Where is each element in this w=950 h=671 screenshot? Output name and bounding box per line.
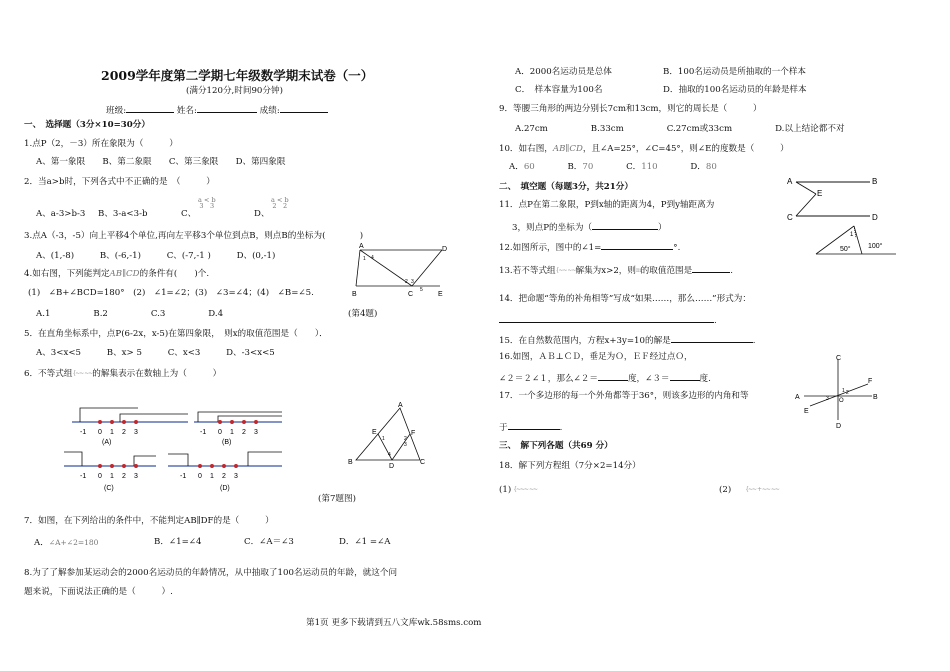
name-blank (197, 103, 257, 113)
q9-stem: 9．等腰三角形的两边分别长7cm和13cm，则它的周长是（ ） (499, 104, 762, 114)
q17-answer-blank (508, 420, 560, 430)
q8-line2: 题来说，下面说法正确的是（ ）. (24, 587, 173, 597)
q4-label-c: C (408, 291, 414, 298)
q4-conditions: (1) ∠B+∠BCD=180° (2) ∠1=∠2；(3) ∠3=∠4；(4) ∠B=∠5. (28, 288, 314, 298)
q16-label-a: A (795, 394, 800, 401)
score-label: 成绩: (259, 106, 280, 116)
q7-option-d: D．∠1 =∠A (339, 537, 391, 547)
q4-angle-2: 2 (405, 279, 408, 285)
q16-line2-c: 度. (699, 374, 711, 384)
q14-end: . (714, 316, 717, 326)
q6d-label: (D) (220, 485, 230, 492)
q12-angle-100: 100° (868, 243, 883, 250)
q6a-tick-1: 1 (110, 429, 114, 436)
q8-line1: 8.为了了解参加某运动会的2000名运动员的年龄情况，从中抽取了100名运动员的年龄，就这个问 (24, 568, 398, 578)
q3-stem: 3.点A（-3，-5）向上平移4个单位,再向左平移3个单位到点B，则点B的坐标为( ) (24, 231, 364, 241)
q6-panel-a (72, 408, 188, 424)
q4-line-ab (356, 250, 360, 286)
q7-option-c: C．∠A＝∠3 (244, 537, 294, 547)
q6c-tick-3: 3 (134, 473, 138, 480)
q11-line1: 11．点P在第二象限，P到x轴的距离为4，P到y轴距离为 (499, 200, 715, 210)
q17-line1: 17．一个多边形的每一个外角都等于36°，则该多边形的内角和等 (499, 391, 749, 401)
q1-options: A、第一象限 B、第二象限 C、第三象限 D、第四象限 (36, 157, 286, 167)
student-info-line (106, 103, 328, 117)
q6c-tick-n1: -1 (80, 473, 87, 480)
q16-line2-b: 度，∠３＝ (627, 374, 670, 384)
q2-fraction-d (271, 197, 289, 209)
q6a-tick-2: 2 (122, 429, 126, 436)
q16-figure (792, 354, 878, 430)
section3-heading: 三、 解下列各题（共69 分） (499, 441, 613, 451)
q4-label-a: A (359, 243, 364, 250)
q2-option-a: A、a-3>b-3 (36, 209, 86, 219)
q2-option-d-label: D、 (254, 209, 270, 219)
q4-angle-4: 4 (371, 255, 374, 261)
q10-options (509, 162, 717, 173)
q16-label-c: C (836, 355, 842, 362)
q7-label-b: B (348, 459, 353, 466)
q6-stem (24, 368, 221, 380)
q6c-tick-1: 1 (110, 473, 114, 480)
q7-stem: 7．如图，在下列给出的条件中，不能判定AB∥DF的是（ ） (24, 516, 274, 526)
q8-option-d: D．抽取的100名运动员的年龄是样本 (663, 85, 807, 95)
q6b-label: (B) (222, 439, 232, 446)
q12-angle-1: 1 (850, 232, 854, 238)
q4-label-b: B (352, 291, 357, 298)
q16-label-f: F (868, 378, 873, 385)
q2-frac-d-top: a < b (271, 196, 289, 204)
q6b-tick-0: 0 (218, 429, 222, 436)
q18-part1-label: (1) (499, 485, 512, 495)
q7-angle-3: 3 (404, 442, 407, 448)
q1-stem: 1.点P（2，－3）所在象限为（ ） (24, 139, 178, 149)
q4-relation: AB∥CD (109, 269, 140, 279)
q2-frac-d-bottom: 2 2 (272, 202, 288, 210)
q2-stem: 2．当a>b时，下列各式中不正确的是 （ ） (24, 177, 215, 187)
q16-label-d: D (836, 423, 842, 430)
q16-line2-a: ∠２＝２∠１，那么∠２＝ (499, 374, 598, 384)
q6d-tick-3: 3 (234, 473, 238, 480)
q10-option-c-label: C． (626, 162, 642, 172)
q13-end: . (730, 266, 733, 276)
q6b-tick-3: 3 (254, 429, 258, 436)
q7-line-fd (392, 434, 410, 460)
q3-options: A、(1,-8) B、(-6,-1) C、(-7,-1 ) D、(0,-1) (36, 251, 276, 261)
class-label: 班级: (106, 106, 127, 116)
q18-system-1: {~~~ ~~ (513, 486, 538, 493)
q4-angle-1: 1 (363, 256, 366, 262)
q6-panel-b (194, 412, 282, 424)
q16-blank-angle3 (670, 371, 700, 381)
q4-figure (350, 240, 460, 300)
q6c-tick-0: 0 (98, 473, 102, 480)
q10-relation: AB∥CD (552, 144, 583, 154)
q6-number-lines (60, 396, 310, 496)
q11-line2 (512, 220, 667, 234)
q12-unit: °. (673, 243, 681, 253)
q10-label-e: E (817, 189, 823, 198)
q2-frac-c-top: a < b (198, 196, 216, 204)
q10-option-a-label: A． (509, 162, 524, 172)
q10-option-d-value: 80 (705, 162, 717, 172)
q16-angle-2: 2 (846, 390, 849, 396)
q6-panel-d (168, 452, 282, 468)
q6d-tick-0: 0 (198, 473, 202, 480)
q8-option-b: B．100名运动员是所抽取的一个样本 (663, 67, 807, 77)
q10-label-c: C (787, 213, 793, 222)
q4-label-e: E (438, 291, 443, 298)
q12-angle-50: 50° (840, 246, 851, 253)
score-blank (280, 103, 328, 113)
q5-options: A、3<x<5 B、x> 5 C、x<3 D、-3<x<5 (36, 348, 275, 358)
q10-figure (786, 174, 886, 224)
q4-label-d: D (442, 246, 448, 253)
q7-angle-2: 2 (404, 436, 407, 442)
q7-label-a: A (398, 402, 403, 409)
q6b-tick-1: 1 (230, 429, 234, 436)
q4-line-dc (412, 250, 442, 286)
q7-option-a (34, 537, 98, 549)
q10-stem (499, 144, 789, 155)
page-footer: 第1页 更多下载请到五八文库wk.58sms.com (306, 618, 482, 628)
q10-line-ae (796, 182, 816, 194)
q13-answer-blank (692, 263, 730, 273)
q5-stem: 5．在直角坐标系中，点P(6-2x，x-5)在第四象限， 则x的取值范围是（ ）． (24, 329, 328, 339)
q11-answer-blank (592, 220, 658, 230)
q4-angle-3: 3 (411, 279, 414, 285)
q11-line2-a: 3，则点P的坐标为（ (512, 223, 593, 233)
q17-end: . (559, 423, 563, 433)
q13-inequality-system: {~~ ~~ (555, 267, 576, 274)
q2-option-c-label: C、 (181, 209, 197, 219)
q2-frac-c-bottom: 3 3 (199, 202, 215, 210)
q6d-tick-2: 2 (222, 473, 226, 480)
q12-figure (812, 222, 898, 256)
q7-option-a-expr: ∠A+∠2=180 (48, 538, 99, 547)
q14-stem: 14．把命题“等角的补角相等”写成“如果……，那么……”形式为： (499, 294, 751, 304)
q6d-tick-n1: -1 (180, 473, 187, 480)
q15-end: . (752, 336, 756, 346)
q6a-tick-0: 0 (98, 429, 102, 436)
q8-option-a: A．2000名运动员是总体 (515, 67, 612, 77)
q13-variable-symbol: m (635, 267, 641, 274)
q6-panel-c (64, 452, 156, 468)
q16-angle-1: 1 (842, 388, 845, 394)
q10-option-a-value: 60 (523, 162, 535, 172)
q7-option-a-label: A． (34, 538, 49, 548)
class-blank (126, 103, 174, 113)
q13-stem-c: 的取值范围是 (640, 266, 693, 276)
q10-label-a: A (787, 177, 793, 186)
q2-option-c (181, 209, 196, 220)
q15-stem-text: 15．在自然数范围内，方程x+3y=10的解是 (499, 336, 671, 346)
q7-label-c: C (420, 459, 426, 466)
q16-label-e: E (804, 408, 809, 415)
q6-inequality-system: {~~ ~~ (72, 370, 93, 377)
q6b-tick-2: 2 (242, 429, 246, 436)
q13-stem-a: 13.若不等式组 (499, 266, 556, 276)
exam-subtitle: (满分120分,时间90分钟) (186, 86, 283, 96)
q7-label-f: F (411, 430, 416, 437)
q16-label-b: B (873, 394, 878, 401)
q16-angle-3: 3 (826, 396, 829, 402)
q7-figure-caption: (第7题图) (318, 494, 356, 504)
exam-title: 2009学年度第二学期七年级数学期末试卷（一） (101, 68, 374, 83)
q7-figure (348, 404, 428, 468)
q7-label-d: D (389, 463, 395, 470)
q14-answer-blank (499, 313, 714, 323)
q2-fraction-c (198, 197, 216, 209)
q18-part2 (719, 484, 779, 496)
q12-stem-text: 12.如图所示，图中的∠1= (499, 243, 602, 253)
q17-line2-text: 于 (499, 423, 508, 433)
q15-answer-blank (671, 333, 753, 343)
q4-options: A.1 B.2 C.3 D.4 (36, 309, 224, 319)
q18-part2-label: (2) (719, 485, 732, 495)
q4-stem-a: 4.如右图，下列能判定 (24, 269, 110, 279)
q7-angle-1: 1 (382, 436, 385, 442)
q6a-tick-3: 3 (134, 429, 138, 436)
q7-label-e: E (372, 429, 377, 436)
q13-stem (499, 263, 733, 277)
q4-stem-b: 的条件有( )个. (139, 269, 210, 279)
q2-option-b: B、3-a<3-b (98, 209, 148, 219)
q6c-tick-2: 2 (122, 473, 126, 480)
q12-right-side (854, 226, 862, 254)
q6b-tick-n1: -1 (200, 429, 207, 436)
q9-options: A.27cm B.33cm C.27cm或33cm D.以上结论都不对 (515, 124, 845, 134)
q17-line2 (499, 420, 562, 434)
q7-angle-4: 4 (388, 452, 391, 458)
q10-option-b-label: B． (567, 162, 583, 172)
q14-answer-line (499, 313, 717, 327)
q4-figure-caption: (第4题) (348, 309, 378, 319)
q11-line2-b: ） (658, 223, 667, 233)
section1-heading: 一、 选择题（3分×10=30分） (24, 120, 150, 130)
q12-answer-blank (601, 240, 673, 250)
q12-stem (499, 240, 680, 254)
q8-option-c: C． 样本容量为100名 (515, 85, 603, 95)
q7-option-b: B．∠1=∠4 (154, 537, 202, 547)
q18-stem: 18．解下列方程组（7分×2=14分） (499, 461, 641, 471)
q18-system-2: {~~ + ~~ ~~ (745, 486, 779, 493)
q4-stem (24, 269, 209, 280)
q6a-label: (A) (102, 439, 112, 446)
q6d-tick-1: 1 (210, 473, 214, 480)
q16-label-o: O (839, 398, 844, 404)
q6a-tick-n1: -1 (80, 429, 87, 436)
q10-option-b-value: 70 (582, 162, 594, 172)
q16-line2 (499, 371, 711, 385)
q16-blank-angle2 (598, 371, 628, 381)
q10-label-d: D (872, 213, 878, 222)
q6-stem-b: 的解集表示在数轴上为（ ） (92, 369, 222, 379)
q15-stem (499, 333, 756, 347)
q6c-label: (C) (104, 485, 114, 492)
q18-part1 (499, 484, 537, 496)
q6-stem-a: 6．不等式组 (24, 369, 73, 379)
q10-label-b: B (872, 177, 878, 186)
section2-heading: 二、 填空题（每题3分，共21分） (499, 182, 633, 192)
name-label: 姓名: (176, 106, 197, 116)
q10-option-d-label: D． (690, 162, 706, 172)
q4-angle-5: 5 (420, 287, 423, 293)
q10-line-ec (796, 194, 816, 216)
q10-option-c-value: 110 (641, 162, 658, 172)
q16-line1: 16.如图，ＡＢ⊥ＣＤ，垂足为Ｏ，ＥＦ经过点Ｏ， (499, 352, 693, 362)
q2-option-d (254, 209, 269, 220)
q13-stem-b: 解集为x>2，则 (575, 266, 636, 276)
q10-stem-b: ，且∠A=25°，∠C=45°，则∠E的度数是（ ） (582, 144, 789, 154)
q10-stem-a: 10．如右图， (499, 144, 553, 154)
